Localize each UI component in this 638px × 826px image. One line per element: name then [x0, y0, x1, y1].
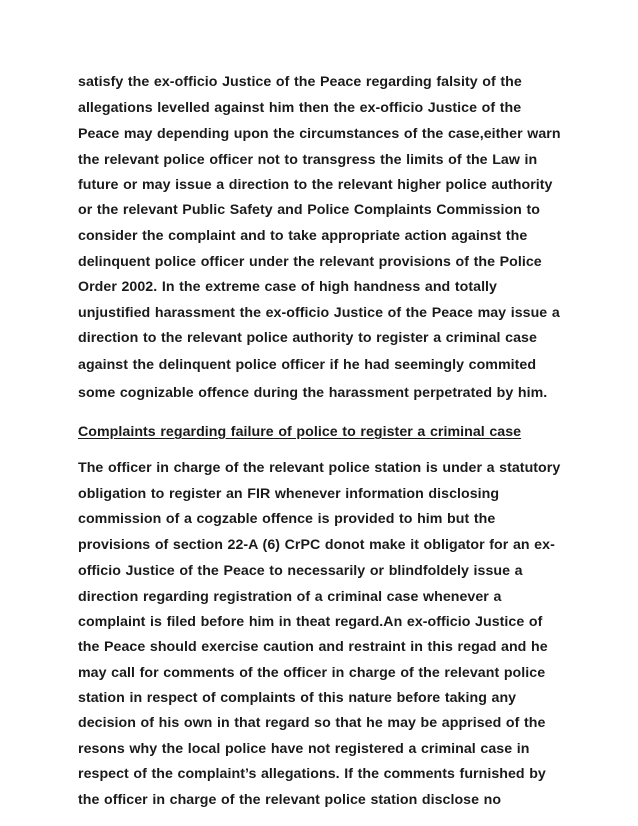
- section-heading: Complaints regarding failure of police to register a criminal case: [78, 424, 522, 440]
- paragraph2-line: station in respect of complaints of this nature before taking any: [78, 690, 517, 706]
- paragraph1-line: delinquent police officer under the relevant provisions of the Police: [78, 254, 542, 270]
- paragraph2-line: obligation to register an FIR whenever information disclosing: [78, 486, 500, 502]
- paragraph1-line: Order 2002. In the extreme case of high handness and totally: [78, 279, 497, 295]
- paragraph1-line: future or may issue a direction to the relevant higher police authority: [78, 177, 553, 193]
- paragraph2-line: direction regarding registration of a criminal case whenever a: [78, 589, 502, 605]
- paragraph1-line: against the delinquent police officer if he had seemingly commited: [78, 357, 537, 373]
- paragraph2-line: complaint is filed before him in theat regard.An ex-officio Justice of: [78, 614, 543, 630]
- paragraph2-line: may call for comments of the officer in charge of the relevant police: [78, 665, 546, 681]
- paragraph2-line: the officer in charge of the relevant police station disclose no: [78, 792, 502, 808]
- paragraph1-line: allegations levelled against him then the ex-officio Justice of the: [78, 100, 522, 116]
- paragraph1-line: unjustified harassment the ex-officio Justice of the Peace may issue a: [78, 305, 560, 321]
- paragraph2-line: respect of the complaint’s allegations. If the comments furnished by: [78, 766, 546, 782]
- paragraph2-line: commission of a cogzable offence is provided to him but the: [78, 511, 496, 527]
- paragraph2-line: The officer in charge of the relevant police station is under a statutory: [78, 460, 561, 476]
- paragraph1-line: the relevant police officer not to transgress the limits of the Law in: [78, 152, 538, 168]
- paragraph2-line: officio Justice of the Peace to necessarily or blindfoldely issue a: [78, 563, 523, 579]
- paragraph1-line: satisfy the ex-officio Justice of the Peace regarding falsity of the: [78, 74, 522, 90]
- paragraph2-line: the Peace should exercise caution and restraint in this regad and he: [78, 639, 548, 655]
- paragraph1-line: or the relevant Public Safety and Police Complaints Commission to: [78, 202, 540, 218]
- paragraph2-line: resons why the local police have not registered a criminal case in: [78, 741, 530, 757]
- paragraph1-line: direction to the relevant police authority to register a criminal case: [78, 330, 537, 346]
- paragraph1-line: consider the complaint and to take appropriate action against the: [78, 228, 528, 244]
- paragraph1-line: some cognizable offence during the harassment perpetrated by him.: [78, 385, 548, 401]
- paragraph2-line: provisions of section 22-A (6) CrPC donot make it obligator for an ex-: [78, 537, 555, 553]
- paragraph1-line: Peace may depending upon the circumstances of the case,either warn: [78, 126, 561, 142]
- paragraph2-line: decision of his own in that regard so that he may be apprised of the: [78, 715, 546, 731]
